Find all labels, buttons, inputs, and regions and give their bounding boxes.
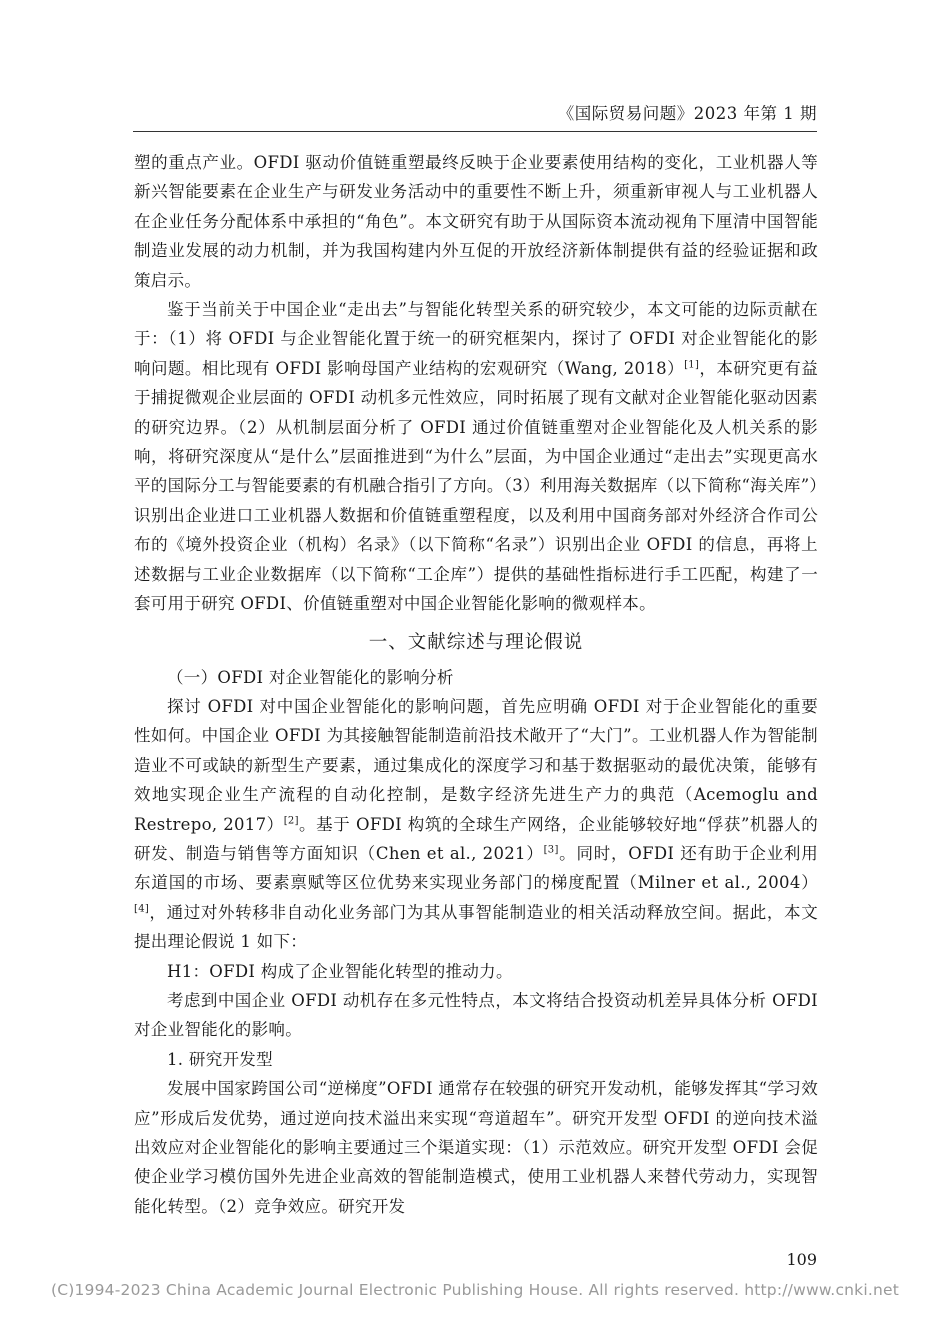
paragraph-text: ，通过对外转移非自动化业务部门为其从事智能制造业的相关活动释放空间。据此，本文提出理论假说 1 如下： — [134, 902, 818, 952]
paragraph-continuation: 塑的重点产业。OFDI 驱动价值链重塑最终反映于企业要素使用结构的变化，工业机器人等新兴智能要素在企业生产与研发业务活动中的重要性不断上升，须重新审视人与工业机器人在企业任务分配体系中承担的“角色”。本文研究有助于从国际资本流动视角下厘清中国智能制造业发展的动力机制，并为我国构建内外互促的开放经济新体制提供有益的经验证据和政策启示。 — [134, 153, 818, 290]
page-number: 109 — [786, 1250, 817, 1269]
hypothesis-h1: H1：OFDI 构成了企业智能化转型的推动力。 — [167, 961, 513, 981]
citation-ref[interactable]: [3] — [543, 844, 559, 856]
section-title: 一、文献综述与理论假说 — [368, 631, 584, 653]
paragraph-contributions — [134, 295, 818, 618]
paragraph-text: 鉴于当前关于中国企业“走出去”与智能化转型关系的研究较少，本文可能的边际贡献在于：（1）将 OFDI 与企业智能化置于统一的研究框架内，探讨了 OFDI 对企业智能化的影响问题。相比现有 OFDI 影响母国产业结构的宏观研究（Wang, 2018） — [134, 300, 818, 378]
subsection-title: （一）OFDI 对企业智能化的影响分析 — [167, 667, 454, 687]
citation-ref[interactable]: [2] — [283, 815, 299, 827]
citation-ref[interactable]: [1] — [684, 359, 700, 371]
paragraph-rd: 发展中国家跨国公司“逆梯度”OFDI 通常存在较强的研究开发动机，能够发挥其“学习效应”形成后发优势，通过逆向技术溢出来实现“弯道超车”。研究开发型 OFDI 的逆向技术溢出效应对企业智能化的影响主要通过三个渠道实现：（1）示范效应。研究开发型 OFDI 会促使企业学习模仿国外先进企业高效的智能制造模式，使用工业机器人来替代劳动力，实现智能化转型。（2）竞争效应。研究开发 — [134, 1079, 818, 1216]
journal-header: 《国际贸易问题》2023 年第 1 期 — [557, 104, 817, 123]
copyright-footer: (C)1994-2023 China Academic Journal Electronic Publishing House. All rights reserved. http://www.cnki.net — [50, 1281, 900, 1299]
paragraph-text: 。同时，OFDI 还有助于企业利用东道国的市场、要素禀赋等区位优势来实现业务部门的梯度配置（Milner et al., 2004） — [134, 843, 819, 893]
paragraph-text: 。基于 OFDI 构筑的全球生产网络，企业能够较好地“俘获”机器人的研发、制造与销售等方面知识（Chen et al., 2021） — [134, 814, 818, 863]
header-rule — [133, 131, 817, 132]
subsection-title: 1. 研究开发型 — [167, 1049, 273, 1069]
paragraph-text: ，本研究更有益于捕捉微观企业层面的 OFDI 动机多元性效应，同时拓展了现有文献对企业智能化驱动因素的研究边界。（2）从机制层面分析了 OFDI 通过价值链重塑对企业智能化及人机关系的影响，将研究深度从“是什么”层面推进到“为什么”层面，为中国企业通过“走出去”实现更高水平的国际分工与智能要素的有机融合指引了方向。（3）利用海关数据库（以下简称“海关库”）识别出企业进口工业机器人数据和价值链重塑程度，以及利用中国商务部对外经济合作司公布的《境外投资企业（机构）名录》（以下简称“名录”）识别出企业 OFDI 的信息，再将上述数据与工业企业数据库（以下简称“工企库”）提供的基础性指标进行手工匹配，构建了一套可用于研究 OFDI、价值链重塑对中国企业智能化影响的微观样本。 — [134, 358, 818, 614]
citation-ref[interactable]: [4] — [134, 903, 150, 915]
article-body — [134, 148, 818, 1221]
paragraph-ofdi-analysis — [134, 692, 818, 957]
paragraph-motive: 考虑到中国企业 OFDI 动机存在多元性特点，本文将结合投资动机差异具体分析 OFDI 对企业智能化的影响。 — [134, 990, 818, 1040]
paragraph-text: 探讨 OFDI 对中国企业智能化的影响问题，首先应明确 OFDI 对于企业智能化的重要性如何。中国企业 OFDI 为其接触智能制造前沿技术敞开了“大门”。工业机器人作为智能制造业不可或缺的新型生产要素，通过集成化的深度学习和基于数据驱动的最优决策，能够有效地实现企业生产流程的自动化控制，是数字经济先进生产力的典范（Acemoglu and Restrepo, 2017） — [134, 696, 818, 834]
